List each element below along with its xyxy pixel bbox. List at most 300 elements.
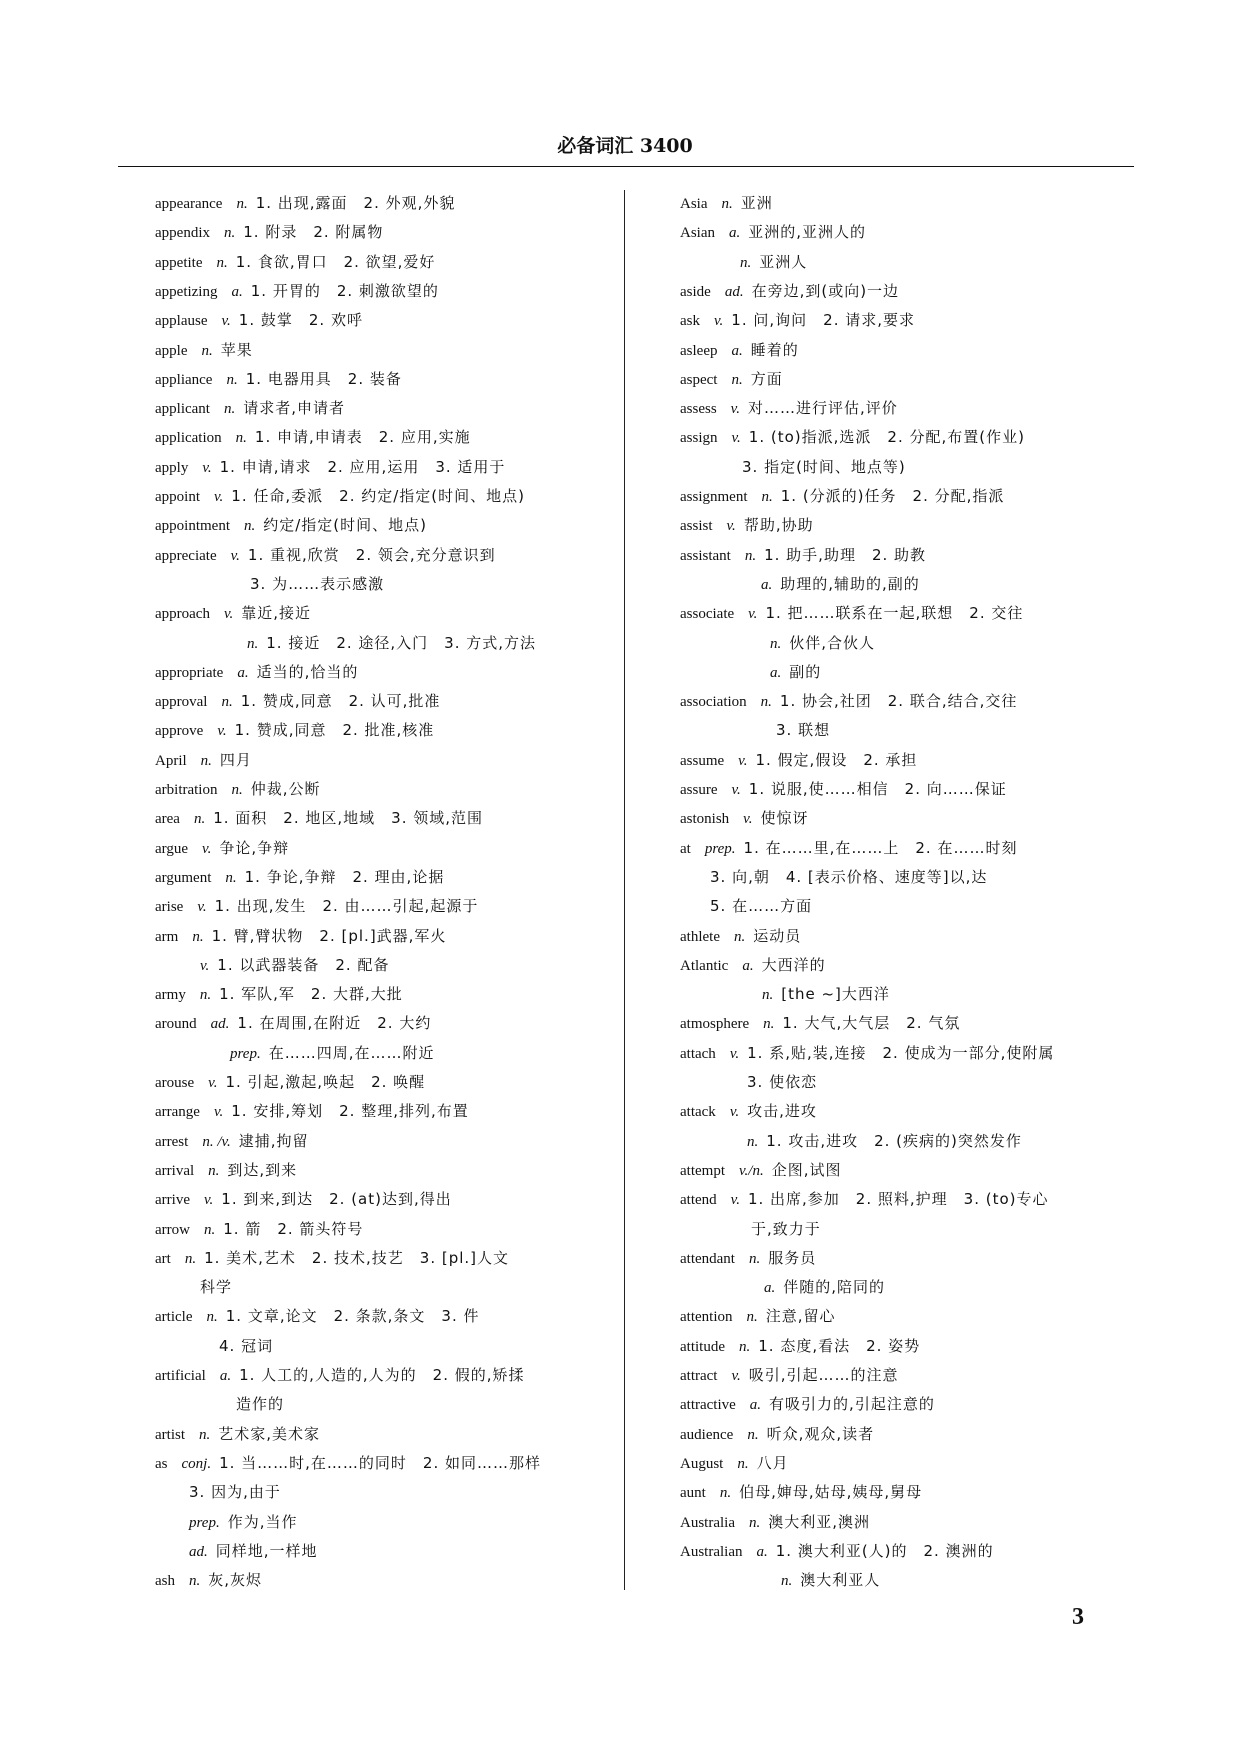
definition: 1. 军队,军 2. 大群,大批	[219, 985, 403, 1004]
part-of-speech: v.	[731, 430, 741, 447]
headword: argument	[155, 869, 212, 886]
definition: 造作的	[236, 1395, 285, 1414]
part-of-speech: n.	[192, 928, 204, 945]
headword: attendant	[680, 1250, 735, 1267]
entry-continuation	[762, 984, 890, 1005]
definition: 3. 联想	[776, 721, 831, 740]
entry-continuation	[747, 1072, 817, 1092]
dictionary-entry	[680, 281, 899, 302]
headword: arrow	[155, 1221, 190, 1238]
definition: 在……四周,在……附近	[268, 1043, 435, 1062]
part-of-speech: n.	[235, 430, 247, 447]
definition: 听众,观众,读者	[766, 1424, 875, 1443]
headword: attend	[680, 1192, 717, 1209]
headword: April	[155, 752, 187, 769]
dictionary-entry	[680, 1394, 935, 1415]
page-number: 3	[1072, 1604, 1084, 1630]
headword: arrival	[155, 1162, 195, 1179]
dictionary-entry	[155, 779, 321, 800]
part-of-speech: v.	[731, 1368, 741, 1384]
part-of-speech: v.	[217, 723, 227, 740]
dictionary-entry	[680, 691, 1017, 712]
part-of-speech: v.	[203, 1192, 214, 1209]
definition: 请求者,申请者	[243, 399, 346, 418]
definition: 1. 食欲,胃口 2. 欲望,爱好	[235, 252, 436, 271]
part-of-speech: v.	[738, 752, 748, 769]
definition: 1. 申请,请求 2. 应用,运用 3. 适用于	[219, 457, 506, 476]
part-of-speech: n.	[223, 225, 236, 242]
entry-continuation	[761, 574, 920, 595]
definition: 到达,到来	[227, 1160, 298, 1179]
definition: 1. 态度,看法 2. 姿势	[758, 1336, 921, 1355]
part-of-speech: v.	[730, 1192, 740, 1209]
part-of-speech: n.	[201, 342, 213, 359]
dictionary-entry	[155, 1013, 431, 1034]
part-of-speech: v.	[731, 782, 741, 798]
headword: as	[155, 1455, 168, 1472]
part-of-speech: v.	[200, 957, 210, 974]
dictionary-entry	[680, 808, 808, 829]
definition: 1. 鼓掌 2. 欢呼	[238, 311, 363, 330]
headword: application	[155, 430, 222, 447]
definition: 伯母,婶母,姑母,姨母,舅母	[739, 1483, 923, 1502]
part-of-speech: v.	[729, 1104, 740, 1121]
entry-continuation	[710, 867, 987, 887]
part-of-speech: a.	[219, 1368, 232, 1384]
dictionary-entry	[680, 340, 799, 361]
entry-continuation	[747, 1131, 1022, 1152]
headword: apple	[155, 342, 188, 359]
entry-continuation	[740, 252, 807, 273]
dictionary-entry	[680, 545, 926, 566]
entry-continuation	[200, 1277, 232, 1297]
part-of-speech: n.	[744, 547, 757, 564]
dictionary-entry	[680, 1248, 816, 1269]
part-of-speech: v.	[729, 1045, 740, 1062]
dictionary-entry	[155, 750, 252, 771]
header-rule	[118, 166, 1134, 167]
definition: 1. 箭 2. 箭头符号	[223, 1219, 364, 1238]
part-of-speech: v.	[730, 401, 740, 418]
part-of-speech: v./n.	[739, 1162, 764, 1179]
entry-continuation	[770, 633, 875, 654]
definition: 1. 出现,露面 2. 外观,外貌	[255, 194, 456, 212]
dictionary-entry	[155, 281, 439, 302]
headword: attractive	[680, 1397, 736, 1414]
headword: area	[155, 811, 180, 828]
definition: 3. 指定(时间、地点等)	[742, 457, 906, 476]
dictionary-entry	[680, 1365, 899, 1386]
headword: appropriate	[155, 664, 224, 681]
definition: 1. 申请,申请表 2. 应用,实施	[254, 428, 471, 447]
part-of-speech: n.	[221, 694, 233, 711]
definition: 1. 说服,使……相信 2. 向……保证	[748, 780, 1007, 798]
definition: 1. 澳大利亚(人)的 2. 澳洲的	[775, 1541, 994, 1560]
definition: 伴随的,陪同的	[783, 1278, 886, 1297]
headword: attack	[680, 1104, 716, 1121]
dictionary-entry	[155, 926, 446, 947]
definition: 1. 美术,艺术 2. 技术,技艺 3. [pl.]人文	[204, 1248, 510, 1267]
definition: 1. 把……联系在一起,联想 2. 交往	[765, 604, 1024, 623]
headword: apply	[155, 459, 189, 476]
headword: Australia	[680, 1514, 735, 1531]
dictionary-entry	[155, 1365, 525, 1386]
definition: 适当的,恰当的	[256, 662, 359, 681]
definition: 注意,留心	[765, 1307, 836, 1326]
definition: 1. 安排,筹划 2. 整理,排列,布置	[231, 1102, 469, 1121]
definition: 5. 在……方面	[710, 897, 813, 916]
part-of-speech: a.	[731, 342, 743, 359]
dictionary-entry	[155, 662, 358, 683]
headword: arouse	[155, 1075, 195, 1091]
dictionary-entry	[680, 398, 898, 419]
headword: ash	[155, 1573, 175, 1590]
headword: Atlantic	[680, 957, 729, 974]
headword: applicant	[155, 401, 210, 418]
definition: 吸引,引起……的注意	[748, 1366, 899, 1384]
entry-continuation	[230, 1043, 434, 1064]
part-of-speech: v.	[202, 459, 212, 476]
part-of-speech: v.	[214, 489, 224, 505]
definition: 企图,试图	[771, 1160, 842, 1179]
definition: 使惊讶	[760, 809, 809, 828]
dictionary-entry	[680, 369, 783, 390]
definition: 1. 以武器装备 2. 配备	[217, 955, 390, 974]
definition: 1. 协会,社团 2. 联合,结合,交往	[779, 692, 1018, 711]
dictionary-entry	[680, 222, 866, 243]
definition: 1. 附录 2. 附属物	[243, 223, 384, 242]
part-of-speech: n.	[719, 1485, 732, 1502]
headword: approval	[155, 694, 208, 711]
headword: approach	[155, 606, 210, 623]
headword: aspect	[680, 371, 718, 388]
headword: assure	[680, 782, 718, 798]
dictionary-entry	[155, 545, 496, 566]
dictionary-entry	[680, 486, 1004, 507]
dictionary-entry	[155, 1160, 297, 1181]
definition: 艺术家,美术家	[218, 1424, 321, 1443]
entry-continuation	[219, 1336, 273, 1356]
headword: atmosphere	[680, 1016, 750, 1033]
entry-continuation	[250, 574, 384, 594]
headword: arrest	[155, 1133, 189, 1150]
definition: 在旁边,到(或向)一边	[751, 281, 900, 300]
headword: arbitration	[155, 782, 218, 798]
entry-continuation	[742, 457, 906, 477]
definition: 逮捕,拘留	[238, 1131, 309, 1150]
definition: 1. 臂,臂状物 2. [pl.]武器,军火	[211, 926, 447, 945]
part-of-speech: n.	[781, 1573, 793, 1590]
part-of-speech: n.	[740, 254, 752, 271]
headword: Asia	[680, 196, 708, 212]
part-of-speech: n.	[223, 401, 236, 418]
headword: aunt	[680, 1485, 706, 1502]
part-of-speech: v.	[714, 313, 724, 330]
definition: 服务员	[768, 1248, 817, 1267]
dictionary-entry	[155, 369, 402, 390]
dictionary-entry	[680, 1541, 994, 1562]
dictionary-entry	[680, 427, 1025, 448]
definition: 1. 出席,参加 2. 照料,护理 3. (to)专心	[747, 1190, 1049, 1209]
headword: association	[680, 694, 747, 711]
dictionary-entry	[155, 1131, 309, 1152]
definition: 科学	[200, 1278, 233, 1297]
headword: around	[155, 1016, 197, 1033]
part-of-speech: n.	[184, 1250, 197, 1267]
headword: asleep	[680, 342, 718, 359]
entry-continuation	[776, 720, 830, 740]
dictionary-entry	[680, 310, 915, 331]
part-of-speech: ad.	[189, 1543, 208, 1560]
part-of-speech: v.	[221, 313, 231, 330]
dictionary-entry	[155, 1072, 425, 1093]
dictionary-entry	[155, 1453, 541, 1474]
definition: 灰,灰烬	[208, 1571, 263, 1590]
dictionary-entry	[155, 984, 403, 1005]
definition: 1. 当……时,在……的同时 2. 如同……那样	[219, 1453, 542, 1472]
part-of-speech: prep.	[189, 1514, 220, 1531]
headword: audience	[680, 1426, 734, 1443]
part-of-speech: n.	[762, 987, 774, 1004]
dictionary-entry	[155, 691, 440, 712]
entry-continuation	[200, 955, 389, 976]
dictionary-entry	[680, 193, 773, 214]
definition: 同样地,一样地	[215, 1541, 318, 1560]
definition: 靠近,接近	[241, 604, 312, 623]
definition: 副的	[789, 662, 822, 681]
part-of-speech: n.	[721, 196, 733, 212]
part-of-speech: a.	[237, 664, 249, 681]
dictionary-entry	[680, 1160, 842, 1181]
headword: approve	[155, 723, 204, 740]
dictionary-entry	[680, 1482, 922, 1503]
part-of-speech: n.	[747, 1426, 759, 1443]
part-of-speech: n.	[739, 1338, 751, 1355]
headword: assume	[680, 752, 725, 769]
definition: [the ~]大西洋	[781, 985, 890, 1004]
definition: 1. 赞成,同意 2. 认可,批准	[240, 692, 441, 711]
part-of-speech: conj.	[181, 1455, 212, 1472]
entry-continuation	[189, 1512, 297, 1533]
dictionary-entry	[680, 1306, 836, 1327]
definition: 大西洋的	[761, 955, 826, 974]
entry-continuation	[770, 662, 821, 683]
entry-continuation	[764, 1277, 885, 1298]
part-of-speech: n.	[748, 1250, 761, 1267]
part-of-speech: a.	[729, 225, 741, 242]
part-of-speech: n.	[737, 1455, 749, 1472]
part-of-speech: v.	[743, 811, 753, 828]
part-of-speech: v.	[197, 899, 207, 916]
dictionary-entry	[680, 1336, 920, 1357]
headword: appendix	[155, 225, 210, 242]
headword: assess	[680, 401, 717, 418]
part-of-speech: n.	[231, 782, 243, 798]
dictionary-entry	[680, 1453, 789, 1474]
dictionary-entry	[155, 808, 483, 829]
definition: 伙伴,合伙人	[789, 633, 876, 652]
part-of-speech: n. /v.	[202, 1133, 231, 1150]
dictionary-entry	[680, 1512, 870, 1533]
definition: 约定/指定(时间、地点)	[263, 516, 428, 535]
definition: 对……进行评估,评价	[747, 399, 898, 418]
definition: 3. 向,朝 4. [表示价格、速度等]以,达	[710, 867, 988, 886]
headword: astonish	[680, 811, 730, 828]
definition: 苹果	[220, 340, 253, 359]
part-of-speech: n.	[199, 987, 212, 1004]
definition: 1. 在……里,在……上 2. 在……时刻	[743, 838, 1018, 857]
headword: assist	[680, 518, 713, 535]
definition: 1. 到来,到达 2. (at)达到,得出	[221, 1190, 452, 1209]
dictionary-entry	[155, 222, 383, 243]
page-header-title: 必备词汇 3400	[557, 135, 693, 157]
definition: 1. 助手,助理 2. 助教	[764, 545, 927, 564]
definition: 1. 假定,假设 2. 承担	[755, 750, 918, 769]
headword: appointment	[155, 518, 230, 535]
dictionary-entry	[155, 398, 345, 419]
definition: 1. 出现,发生 2. 由……引起,起源于	[214, 897, 479, 916]
dictionary-entry	[155, 867, 444, 888]
headword: arrange	[155, 1104, 200, 1121]
dictionary-entry	[155, 252, 435, 273]
headword: arise	[155, 899, 184, 916]
headword: argue	[155, 840, 189, 857]
definition: 1. 引起,激起,唤起 2. 唤醒	[225, 1073, 426, 1091]
dictionary-entry	[680, 1189, 1049, 1210]
headword: August	[680, 1455, 724, 1472]
dictionary-entry	[155, 310, 363, 331]
part-of-speech: n.	[747, 1133, 759, 1150]
part-of-speech: ad.	[724, 283, 744, 300]
part-of-speech: n.	[189, 1573, 201, 1590]
dictionary-entry	[155, 1189, 452, 1210]
dictionary-entry	[155, 1101, 469, 1122]
dictionary-entry	[680, 1013, 960, 1034]
part-of-speech: n.	[748, 1514, 761, 1531]
headword: Australian	[680, 1543, 743, 1560]
dictionary-entry	[680, 838, 1017, 859]
definition: 帮助,协助	[743, 516, 814, 535]
dictionary-entry	[155, 193, 455, 214]
entry-continuation	[751, 1219, 821, 1239]
entry-continuation	[781, 1570, 880, 1591]
headword: art	[155, 1250, 171, 1267]
definition: 1. 大气,大气层 2. 气氛	[782, 1014, 961, 1033]
definition: 澳大利亚,澳洲	[768, 1512, 871, 1531]
headword: assistant	[680, 547, 731, 564]
definition: 1. 开胃的 2. 刺激欲望的	[250, 281, 439, 300]
part-of-speech: prep.	[230, 1045, 261, 1062]
dictionary-entry	[155, 1219, 363, 1240]
part-of-speech: n.	[733, 928, 746, 945]
definition: 助理的,辅助的,副的	[780, 574, 920, 593]
dictionary-entry	[155, 457, 505, 478]
headword: attention	[680, 1309, 733, 1326]
part-of-speech: n.	[206, 1309, 218, 1326]
definition: 运动员	[753, 926, 802, 945]
part-of-speech: v.	[230, 547, 240, 564]
headword: assignment	[680, 489, 748, 505]
dictionary-entry	[680, 1043, 1054, 1064]
dictionary-entry	[680, 603, 1023, 624]
part-of-speech: n.	[226, 371, 238, 388]
headword: artist	[155, 1426, 185, 1443]
definition: 亚洲	[740, 194, 773, 212]
definition: 有吸引力的,引起注意的	[769, 1395, 935, 1414]
headword: appliance	[155, 371, 213, 388]
headword: attach	[680, 1045, 716, 1062]
definition: 3. 因为,由于	[189, 1483, 281, 1502]
entry-continuation	[189, 1482, 281, 1502]
dictionary-entry	[155, 838, 289, 859]
part-of-speech: n.	[770, 635, 782, 652]
part-of-speech: a.	[756, 1543, 768, 1560]
headword: ask	[680, 313, 700, 330]
headword: appoint	[155, 489, 200, 505]
dictionary-entry	[155, 1570, 262, 1591]
dictionary-entry	[155, 896, 478, 917]
definition: 1. 在周围,在附近 2. 大约	[237, 1014, 432, 1033]
definition: 于,致力于	[751, 1219, 821, 1238]
part-of-speech: v.	[223, 606, 234, 623]
dictionary-entry	[155, 1248, 509, 1269]
definition: 1. (to)指派,选派 2. 分配,布置(作业)	[748, 428, 1025, 447]
part-of-speech: n.	[760, 694, 772, 711]
definition: 1. 问,询问 2. 请求,要求	[731, 311, 915, 330]
headword: appetizing	[155, 283, 218, 300]
part-of-speech: v.	[202, 840, 212, 857]
entry-continuation	[710, 896, 812, 916]
headword: artificial	[155, 1368, 206, 1384]
part-of-speech: prep.	[704, 840, 736, 857]
part-of-speech: a.	[770, 664, 782, 681]
headword: army	[155, 987, 186, 1004]
definition: 四月	[219, 750, 252, 769]
part-of-speech: n.	[203, 1221, 216, 1238]
dictionary-entry	[155, 720, 434, 741]
definition: 1. 文章,论文 2. 条款,条文 3. 件	[225, 1307, 480, 1326]
dictionary-entry	[680, 955, 826, 976]
definition: 1. 攻击,进攻 2. (疾病的)突然发作	[766, 1131, 1022, 1150]
part-of-speech: n.	[199, 1426, 211, 1443]
dictionary-entry	[155, 486, 525, 507]
part-of-speech: v.	[748, 606, 758, 623]
headword: at	[680, 840, 691, 857]
part-of-speech: n.	[244, 518, 256, 535]
headword: Asian	[680, 225, 715, 242]
dictionary-entry	[680, 779, 1007, 800]
part-of-speech: n.	[731, 371, 743, 388]
part-of-speech: a.	[742, 957, 754, 974]
definition: 方面	[750, 369, 783, 388]
definition: 睡着的	[750, 340, 799, 359]
part-of-speech: a.	[749, 1397, 762, 1414]
definition: 仲裁,公断	[250, 780, 321, 798]
definition: 1. 重视,欣赏 2. 领会,充分意识到	[247, 545, 496, 564]
dictionary-entry	[155, 515, 427, 536]
definition: 1. 系,贴,装,连接 2. 使成为一部分,使附属	[747, 1043, 1055, 1062]
dictionary-entry	[680, 1101, 817, 1122]
headword: appreciate	[155, 547, 217, 564]
entry-continuation	[189, 1541, 318, 1562]
definition: 亚洲人	[759, 252, 808, 271]
headword: article	[155, 1309, 193, 1326]
part-of-speech: n.	[746, 1309, 758, 1326]
dictionary-entry	[155, 603, 311, 624]
part-of-speech: ad.	[210, 1016, 230, 1033]
headword: attempt	[680, 1162, 725, 1179]
part-of-speech: n.	[236, 196, 248, 212]
